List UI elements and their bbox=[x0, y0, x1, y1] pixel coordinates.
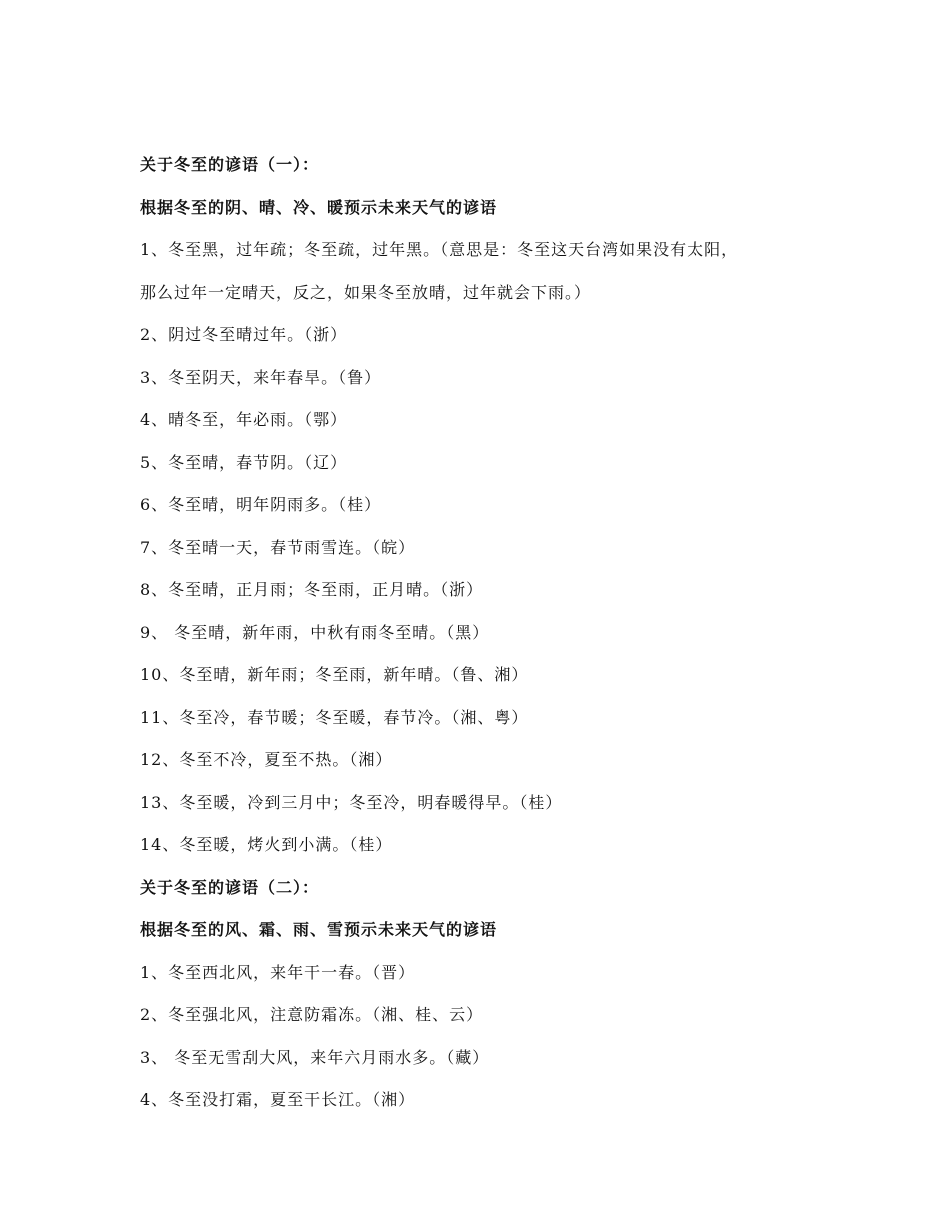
proverb-line: 10、冬至晴，新年雨；冬至雨，新年晴。（鲁、湘） bbox=[140, 665, 529, 684]
section-2-subtitle: 根据冬至的风、霜、雨、雪预示未来天气的谚语 bbox=[140, 920, 498, 939]
proverb-line: 2、冬至强北风，注意防霜冻。（湘、桂、云） bbox=[140, 1005, 484, 1024]
proverb-line: 12、冬至不冷，夏至不热。（湘） bbox=[140, 750, 393, 769]
proverb-line: 13、冬至暖，冷到三月中；冬至冷，明春暖得早。（桂） bbox=[140, 792, 563, 812]
proverb-line: 1、冬至黑，过年疏；冬至疏，过年黑。（意思是：冬至这天台湾如果没有太阳， bbox=[140, 240, 739, 259]
section-1-title: 关于冬至的谚语（一）： bbox=[140, 155, 320, 174]
proverb-line: 4、晴冬至，年必雨。（鄂） bbox=[140, 410, 348, 429]
proverb-line: 5、冬至晴，春节阴。（辽） bbox=[140, 452, 348, 472]
proverb-line: 14、冬至暖，烤火到小满。（桂） bbox=[140, 835, 393, 854]
proverb-line: 3、 冬至无雪刮大风，来年六月雨水多。（藏） bbox=[140, 1047, 490, 1067]
proverb-line: 那么过年一定晴天，反之，如果冬至放晴，过年就会下雨。） bbox=[140, 282, 592, 302]
proverb-line: 4、冬至没打霜，夏至干长江。（湘） bbox=[140, 1090, 416, 1109]
proverb-line: 9、 冬至晴，新年雨，中秋有雨冬至晴。（黑） bbox=[140, 622, 490, 642]
proverb-line: 1、冬至西北风，来年干一春。（晋） bbox=[140, 962, 416, 982]
proverb-line: 8、冬至晴，正月雨；冬至雨，正月晴。（浙） bbox=[140, 580, 484, 599]
document-page bbox=[140, 151, 820, 1129]
proverb-line: 6、冬至晴，明年阴雨多。（桂） bbox=[140, 495, 382, 514]
proverb-line: 11、冬至冷，春节暖；冬至暖，春节冷。（湘、粤） bbox=[140, 707, 529, 727]
proverb-line: 3、冬至阴天，来年春旱。（鲁） bbox=[140, 367, 382, 387]
proverb-line: 7、冬至晴一天，春节雨雪连。（皖） bbox=[140, 537, 416, 557]
proverb-line: 2、阴过冬至晴过年。（浙） bbox=[140, 325, 348, 344]
section-1-subtitle: 根据冬至的阴、晴、冷、暖预示未来天气的谚语 bbox=[140, 197, 498, 217]
section-2-title: 关于冬至的谚语（二）： bbox=[140, 877, 320, 897]
